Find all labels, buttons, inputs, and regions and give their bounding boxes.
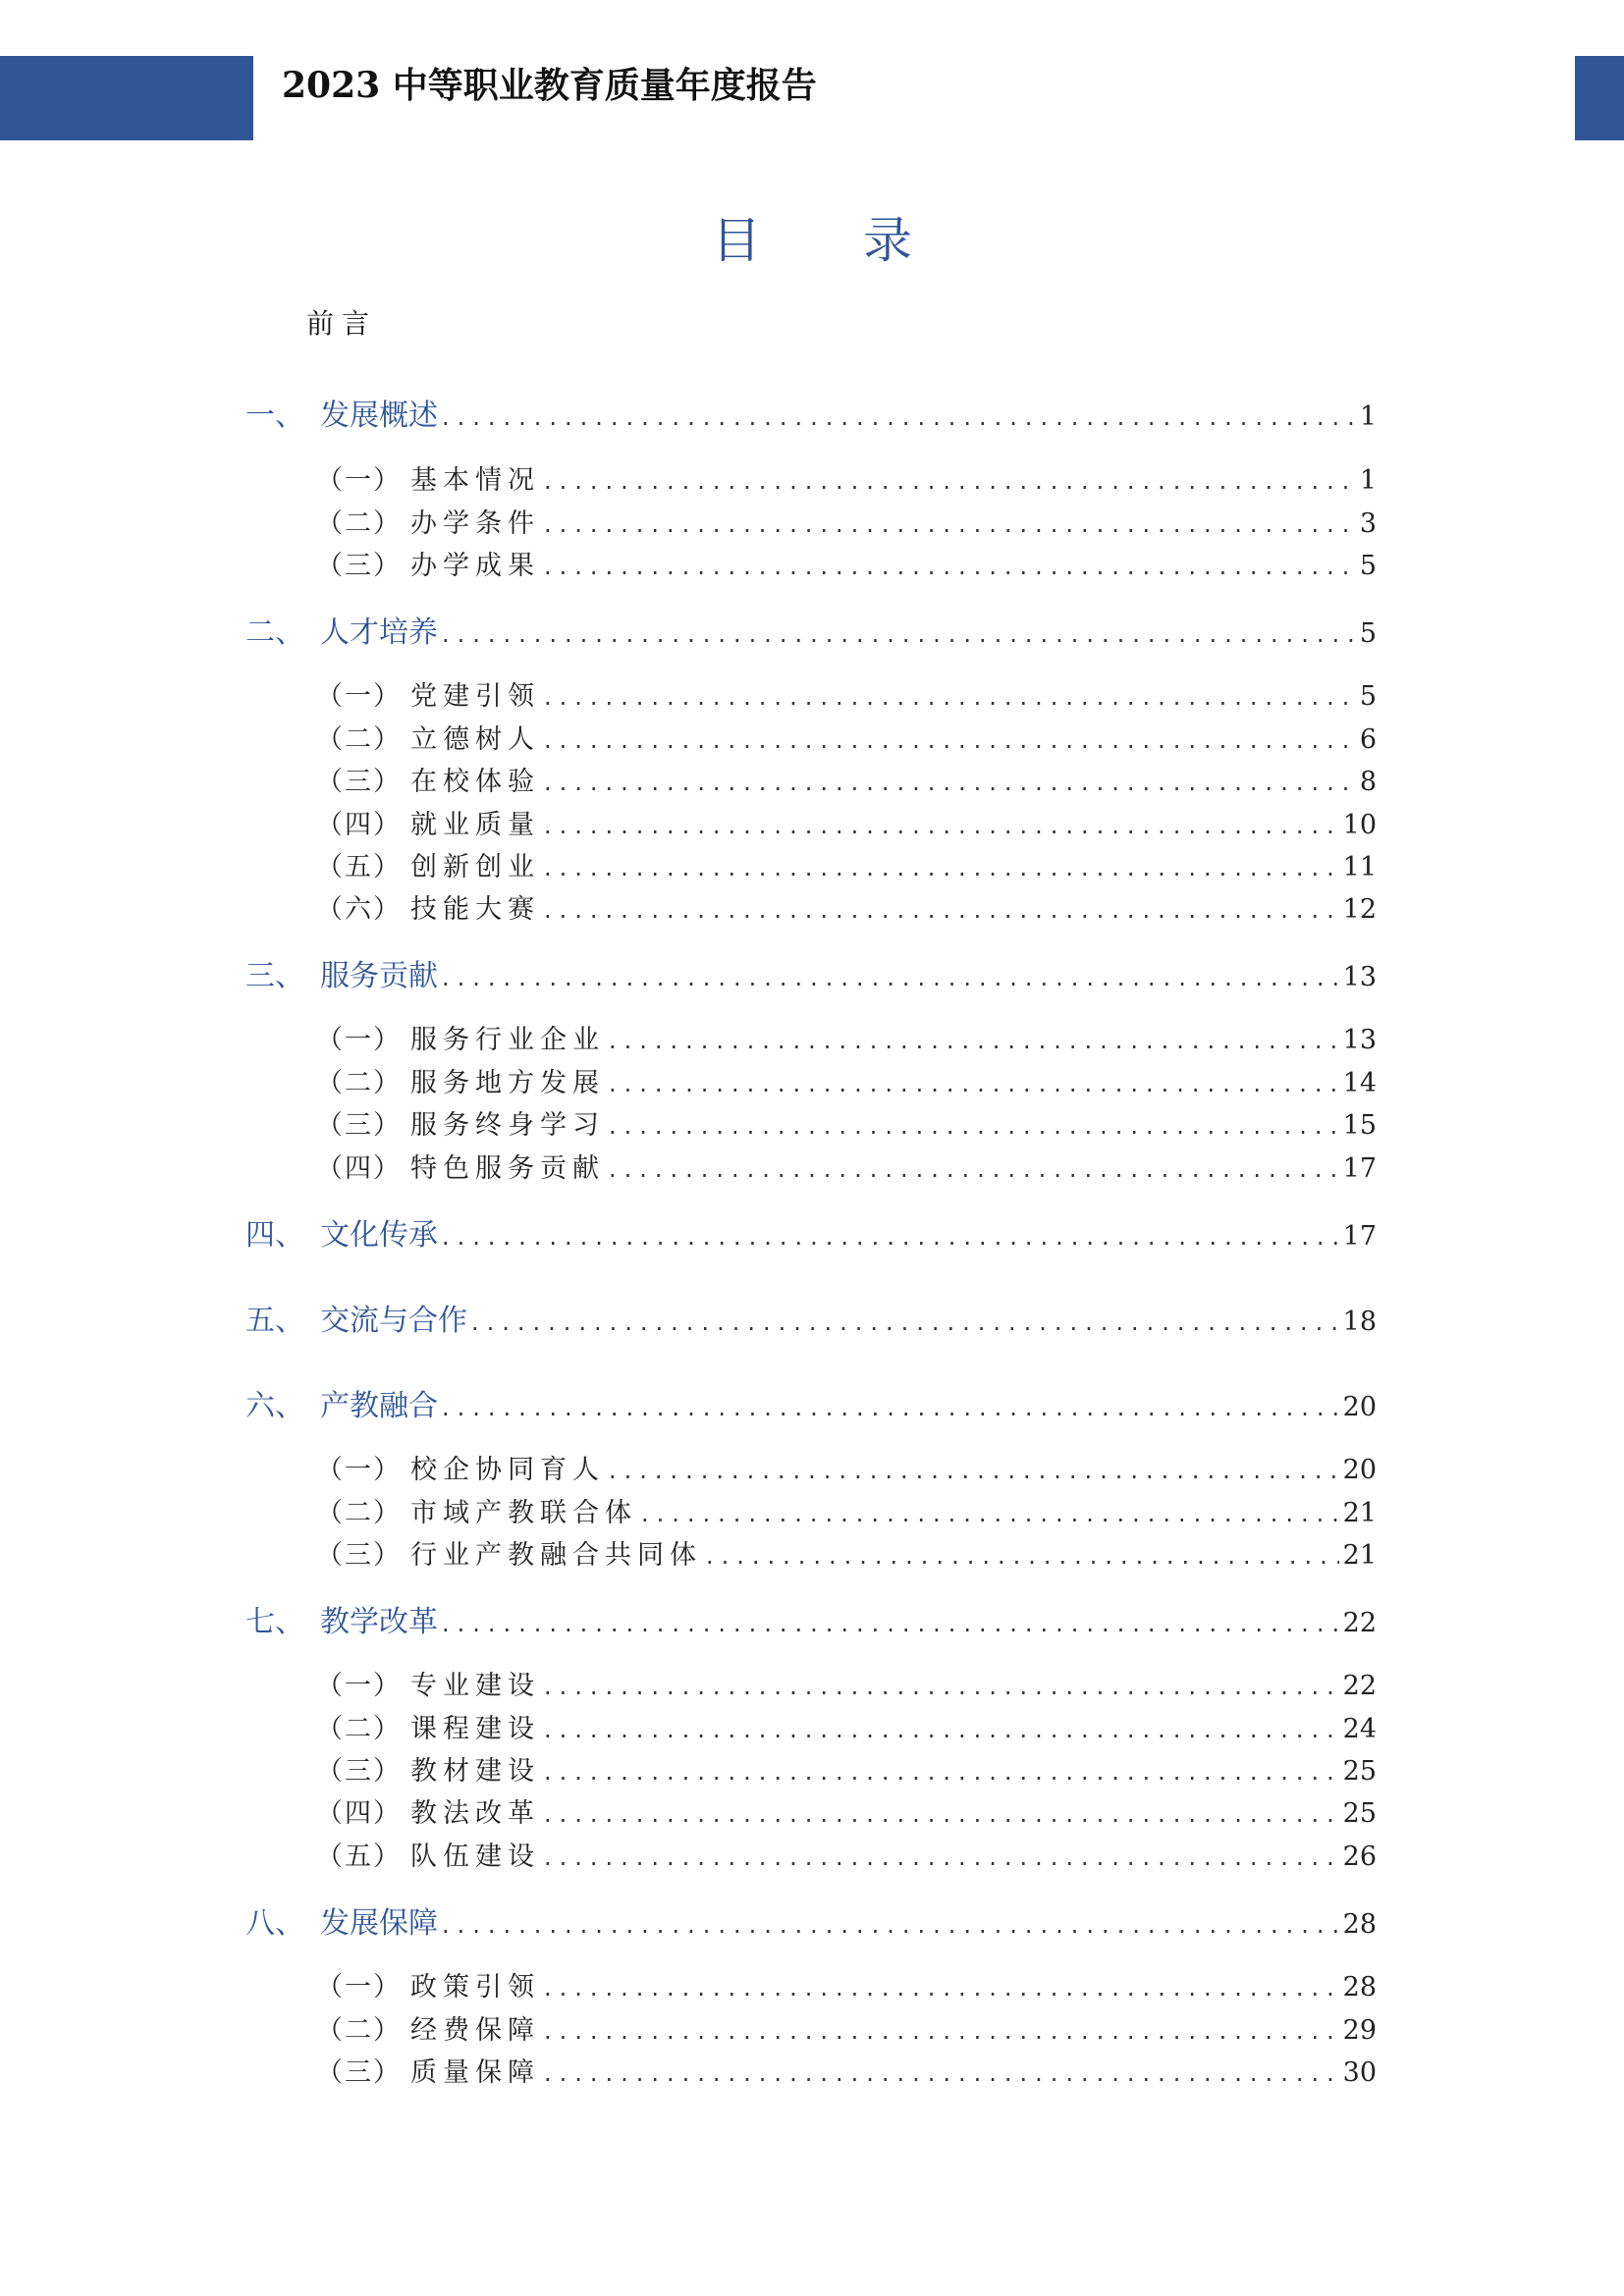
toc-subsection-page-number: 14 bbox=[1342, 1068, 1377, 1098]
toc-section-page-number: 13 bbox=[1342, 962, 1377, 992]
toc-subsection[interactable] bbox=[316, 803, 1377, 841]
toc-subsection-label: 技能大赛 bbox=[410, 894, 540, 925]
toc-subsection[interactable] bbox=[316, 845, 1377, 883]
toc-section[interactable] bbox=[245, 1597, 1377, 1640]
toc-subsection-number: （一） bbox=[316, 1671, 402, 1701]
toc-subsection[interactable] bbox=[316, 674, 1377, 713]
toc-section[interactable] bbox=[245, 1210, 1377, 1254]
toc-subsection-label: 服务终身学习 bbox=[410, 1110, 605, 1141]
toc-subsection-page-number: 25 bbox=[1342, 1756, 1377, 1787]
toc-subsection-number: （二） bbox=[316, 508, 402, 539]
toc-subsection[interactable] bbox=[316, 1147, 1377, 1185]
toc-subsection-page-number: 13 bbox=[1342, 1025, 1377, 1055]
toc-subsection-number: （五） bbox=[316, 1842, 402, 1872]
toc-subsection-label: 校企协同育人 bbox=[410, 1455, 605, 1485]
toc-subsection-label: 基本情况 bbox=[410, 465, 540, 496]
toc-subsection[interactable] bbox=[316, 458, 1377, 497]
toc-subsection-label: 办学条件 bbox=[410, 508, 540, 539]
toc-section-number: 五、 bbox=[245, 1304, 304, 1338]
toc-subsection-number: （一） bbox=[316, 1455, 402, 1485]
dot-leader bbox=[706, 1542, 1339, 1570]
toc-subsection[interactable] bbox=[316, 887, 1377, 926]
dot-leader bbox=[442, 620, 1356, 648]
toc-subsection-label: 质量保障 bbox=[410, 2057, 540, 2088]
toc-section-page-number: 18 bbox=[1342, 1307, 1377, 1337]
toc-subsection-page-number: 22 bbox=[1342, 1671, 1377, 1701]
toc-subsection-page-number: 21 bbox=[1342, 1540, 1377, 1571]
toc-section-page-number: 20 bbox=[1342, 1392, 1377, 1422]
dot-leader bbox=[609, 1027, 1339, 1054]
toc-subsection-number: （一） bbox=[316, 1972, 402, 2002]
toc-subsection[interactable] bbox=[316, 2008, 1377, 2047]
toc-subsection-number: （四） bbox=[316, 1798, 402, 1829]
toc-subsection-number: （三） bbox=[316, 551, 402, 581]
toc-subsection-page-number: 21 bbox=[1342, 1498, 1377, 1528]
toc-subsection-number: （三） bbox=[316, 1756, 402, 1787]
toc-subsection-label: 特色服务贡献 bbox=[410, 1153, 605, 1184]
toc-subsection-page-number: 24 bbox=[1342, 1714, 1377, 1744]
toc-section-page-number: 17 bbox=[1342, 1221, 1377, 1252]
dot-leader bbox=[544, 769, 1356, 796]
dot-leader bbox=[544, 467, 1356, 495]
toc-subsection-label: 行业产教融合共同体 bbox=[410, 1540, 702, 1571]
dot-leader bbox=[442, 1610, 1339, 1637]
toc-subsection[interactable] bbox=[316, 1707, 1377, 1745]
dot-leader bbox=[609, 1112, 1339, 1140]
toc-subsection-number: （四） bbox=[316, 1153, 402, 1184]
toc-subsection-number: （三） bbox=[316, 1540, 402, 1571]
toc-section[interactable] bbox=[245, 608, 1377, 651]
dot-leader bbox=[544, 896, 1339, 924]
toc-subsection-page-number: 30 bbox=[1342, 2057, 1377, 2088]
toc-subsection[interactable] bbox=[316, 544, 1377, 582]
toc-subsection-number: （一） bbox=[316, 465, 402, 496]
dot-leader bbox=[609, 1457, 1339, 1484]
toc-subsection-label: 经费保障 bbox=[410, 2015, 540, 2046]
toc-section-page-number: 5 bbox=[1359, 618, 1377, 649]
toc-subsection-number: （一） bbox=[316, 681, 402, 712]
dot-leader bbox=[544, 683, 1356, 711]
toc-subsection-label: 教材建设 bbox=[410, 1756, 540, 1787]
toc-subsection-page-number: 15 bbox=[1342, 1110, 1377, 1141]
toc-subsection-page-number: 1 bbox=[1359, 465, 1377, 496]
dot-leader bbox=[442, 1394, 1339, 1421]
toc-subsection-number: （三） bbox=[316, 767, 402, 797]
dot-leader bbox=[544, 1673, 1339, 1700]
toc-section-number: 三、 bbox=[245, 959, 304, 993]
dot-leader bbox=[544, 553, 1356, 580]
toc-subsection-label: 专业建设 bbox=[410, 1671, 540, 1701]
toc-section-number: 八、 bbox=[245, 1906, 304, 1941]
toc-section-label: 交流与合作 bbox=[320, 1304, 467, 1338]
toc-section-page-number: 22 bbox=[1342, 1608, 1377, 1638]
toc-subsection-label: 党建引领 bbox=[410, 681, 540, 712]
toc-subsection[interactable] bbox=[316, 1791, 1377, 1830]
header-band-left bbox=[0, 56, 253, 140]
toc-section-number: 一、 bbox=[245, 399, 304, 433]
toc-section[interactable] bbox=[245, 391, 1377, 434]
toc-subsection-label: 立德树人 bbox=[410, 724, 540, 755]
dot-leader bbox=[442, 1911, 1339, 1939]
toc-subsection-label: 市域产教联合体 bbox=[410, 1498, 637, 1528]
toc-subsection[interactable] bbox=[316, 1061, 1377, 1099]
toc-section-label: 发展概述 bbox=[320, 399, 438, 433]
toc-section[interactable] bbox=[245, 1898, 1377, 1942]
dot-leader bbox=[544, 1974, 1339, 2002]
toc-subsection-page-number: 6 bbox=[1359, 724, 1377, 755]
toc-section-label: 产教融合 bbox=[320, 1389, 438, 1423]
dot-leader bbox=[471, 1308, 1339, 1336]
toc-section[interactable] bbox=[245, 1381, 1377, 1424]
toc-subsection[interactable] bbox=[316, 2051, 1377, 2089]
toc-section-number: 四、 bbox=[245, 1218, 304, 1253]
header-title: 2023 中等职业教育质量年度报告 bbox=[282, 65, 817, 106]
dot-leader bbox=[544, 1800, 1339, 1828]
toc-subsection-page-number: 26 bbox=[1342, 1842, 1377, 1872]
toc-section[interactable] bbox=[245, 951, 1377, 994]
toc-subsection-label: 就业质量 bbox=[410, 810, 540, 840]
toc-section-label: 服务贡献 bbox=[320, 959, 438, 993]
toc-subsection-label: 服务地方发展 bbox=[410, 1068, 605, 1098]
dot-leader bbox=[544, 1843, 1339, 1871]
toc-section-label: 人才培养 bbox=[320, 615, 438, 650]
toc-subsection-label: 创新创业 bbox=[410, 852, 540, 882]
toc-section-page-number: 1 bbox=[1359, 401, 1377, 432]
toc-subsection-page-number: 12 bbox=[1342, 894, 1377, 925]
toc-subsection[interactable] bbox=[316, 502, 1377, 540]
page-title: 目 录 bbox=[712, 212, 955, 269]
dot-leader bbox=[544, 2017, 1339, 2045]
toc-subsection-number: （二） bbox=[316, 1498, 402, 1528]
toc-subsection-page-number: 5 bbox=[1359, 551, 1377, 581]
toc-subsection-number: （四） bbox=[316, 810, 402, 840]
toc-subsection-number: （二） bbox=[316, 2015, 402, 2046]
toc-subsection-label: 课程建设 bbox=[410, 1714, 540, 1744]
dot-leader bbox=[442, 964, 1339, 991]
toc-subsection[interactable] bbox=[316, 1018, 1377, 1056]
dot-leader bbox=[544, 854, 1339, 881]
toc-subsection-page-number: 5 bbox=[1359, 681, 1377, 712]
toc-section-label: 教学改革 bbox=[320, 1605, 438, 1639]
dot-leader bbox=[442, 1223, 1339, 1251]
toc-subsection-label: 队伍建设 bbox=[410, 1842, 540, 1872]
toc-subsection[interactable] bbox=[316, 1835, 1377, 1873]
toc-section[interactable] bbox=[245, 1296, 1377, 1339]
dot-leader bbox=[544, 1758, 1339, 1786]
toc-subsection-label: 在校体验 bbox=[410, 767, 540, 797]
toc-subsection[interactable] bbox=[316, 718, 1377, 756]
dot-leader bbox=[442, 403, 1356, 431]
toc-section-number: 六、 bbox=[245, 1389, 304, 1423]
dot-leader bbox=[641, 1500, 1339, 1527]
toc-subsection[interactable] bbox=[316, 760, 1377, 798]
toc-subsection-number: （一） bbox=[316, 1025, 402, 1055]
dot-leader bbox=[544, 2059, 1339, 2087]
toc-subsection-label: 服务行业企业 bbox=[410, 1025, 605, 1055]
toc-subsection-number: （三） bbox=[316, 1110, 402, 1141]
toc-subsection-page-number: 8 bbox=[1359, 767, 1377, 797]
toc-subsection-number: （三） bbox=[316, 2057, 402, 2088]
toc-subsection-page-number: 25 bbox=[1342, 1798, 1377, 1829]
toc-subsection-page-number: 20 bbox=[1342, 1455, 1377, 1485]
toc-subsection-page-number: 17 bbox=[1342, 1153, 1377, 1184]
toc-subsection-page-number: 28 bbox=[1342, 1972, 1377, 2002]
dot-leader bbox=[544, 812, 1339, 839]
toc-subsection[interactable] bbox=[316, 1965, 1377, 2003]
toc-subsection-page-number: 3 bbox=[1359, 508, 1377, 539]
toc-subsection-number: （二） bbox=[316, 724, 402, 755]
toc-subsection-number: （五） bbox=[316, 852, 402, 882]
toc-section-number: 七、 bbox=[245, 1605, 304, 1639]
toc-section-label: 发展保障 bbox=[320, 1906, 438, 1941]
toc-subsection-page-number: 29 bbox=[1342, 2015, 1377, 2046]
toc-subsection-number: （二） bbox=[316, 1068, 402, 1098]
toc-section-page-number: 28 bbox=[1342, 1909, 1377, 1940]
toc-subsection[interactable] bbox=[316, 1103, 1377, 1142]
toc-subsection-page-number: 10 bbox=[1342, 810, 1377, 840]
toc-section-number: 二、 bbox=[245, 615, 304, 650]
toc-subsection-number: （二） bbox=[316, 1714, 402, 1744]
header-band-right bbox=[1575, 56, 1624, 140]
toc-subsection[interactable] bbox=[316, 1533, 1377, 1572]
toc-preface[interactable]: 前言 bbox=[306, 307, 378, 340]
dot-leader bbox=[544, 1716, 1339, 1743]
toc-subsection-number: （六） bbox=[316, 894, 402, 925]
toc-subsection[interactable] bbox=[316, 1491, 1377, 1529]
dot-leader bbox=[544, 510, 1356, 538]
toc-subsection[interactable] bbox=[316, 1664, 1377, 1702]
toc-subsection-page-number: 11 bbox=[1342, 852, 1377, 882]
dot-leader bbox=[609, 1155, 1339, 1183]
toc-subsection-label: 办学成果 bbox=[410, 551, 540, 581]
dot-leader bbox=[609, 1070, 1339, 1097]
toc-subsection[interactable] bbox=[316, 1448, 1377, 1486]
toc-subsection[interactable] bbox=[316, 1749, 1377, 1788]
toc-subsection-label: 教法改革 bbox=[410, 1798, 540, 1829]
toc-subsection-label: 政策引领 bbox=[410, 1972, 540, 2002]
dot-leader bbox=[544, 726, 1356, 754]
toc-section-label: 文化传承 bbox=[320, 1218, 438, 1253]
